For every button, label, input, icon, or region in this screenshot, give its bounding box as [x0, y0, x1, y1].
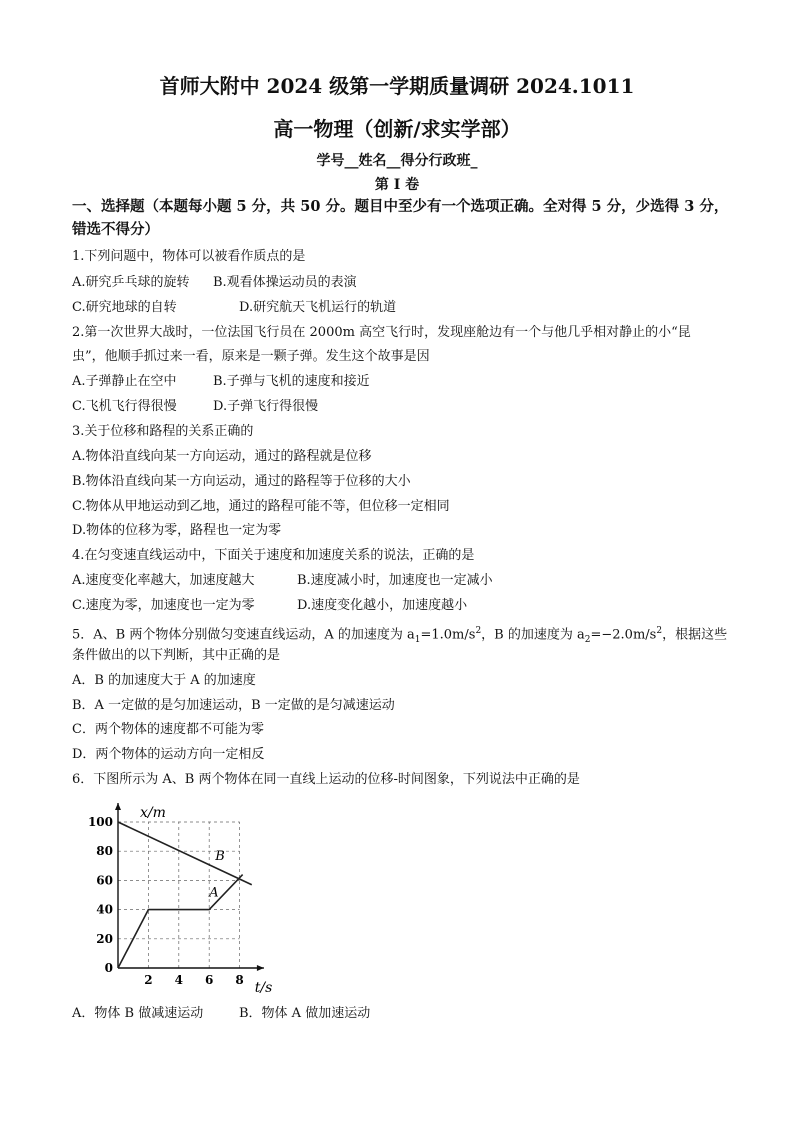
series-line-a: [118, 875, 243, 968]
y-tick-label: 100: [87, 815, 113, 829]
question-5-stem-text-1: 5．A、B 两个物体分别做匀变速直线运动，A 的加速度为 a: [72, 627, 415, 643]
x-axis-label: t/s: [254, 980, 273, 996]
y-tick-label: 80: [96, 844, 113, 859]
y-axis-label: x/m: [140, 805, 166, 822]
question-5-stem-text-3: ，B 的加速度为 a: [481, 627, 585, 643]
question-1-option-b: B.观看体操运动员的表演: [213, 275, 357, 290]
y-tick-label: 20: [96, 931, 113, 946]
question-5-superscript-2: 2: [656, 626, 663, 636]
x-axis-arrow: [257, 965, 264, 971]
question-3-option-a: A.物体沿直线向某一方向运动，通过的路程就是位移: [72, 449, 372, 464]
question-4-option-c: C.速度为零，加速度也一定为零: [72, 598, 255, 613]
question-2-option-d: D.子弹飞行得很慢: [213, 399, 319, 414]
question-6-option-b: B．物体 A 做加速运动: [239, 1006, 371, 1021]
question-2-options-row1: [72, 373, 370, 391]
question-5-stem-text-5: ，根据这些: [662, 627, 728, 643]
question-4-option-b: B.速度减小时，加速度也一定减小: [297, 573, 493, 588]
question-5-superscript-1: 2: [475, 626, 482, 636]
question-3-option-d: D.物体的位移为零，路程也一定为零: [72, 523, 282, 538]
x-tick-label: 2: [144, 973, 153, 987]
question-2-option-b: B.子弹与飞机的速度和接近: [213, 374, 370, 389]
y-tick-label: 0: [104, 961, 113, 975]
question-4-options-row1: [72, 572, 493, 590]
question-4-options-row2: [72, 597, 468, 615]
question-5-option-a: A．B 的加速度大于 A 的加速度: [72, 673, 256, 688]
question-4-option-a: A.速度变化率越大，加速度越大: [72, 573, 255, 588]
position-time-graph: [84, 790, 294, 1000]
series-label-a: A: [209, 885, 219, 901]
question-5-option-d: D．两个物体的运动方向一定相反: [72, 747, 265, 762]
question-5-option-b: B．A 一定做的是匀加速运动，B 一定做的是匀减速运动: [72, 698, 395, 713]
y-tick-label: 40: [96, 902, 113, 917]
y-tick-label: 60: [96, 873, 113, 888]
question-1-option-d: D.研究航天飞机运行的轨道: [239, 300, 397, 315]
y-axis-arrow: [115, 803, 121, 810]
question-2-option-c: C.飞机飞行得很慢: [72, 399, 177, 414]
volume-label: 第 I 卷: [374, 177, 420, 193]
series-line-b: [118, 822, 252, 885]
question-5-stem-line1: [72, 622, 727, 649]
section-heading: 一、选择题（本题每小题 5 分，共 50 分。题目中至少有一个选项正确。全对得 5 分，少选得 3 分，错选不得分）: [72, 198, 729, 238]
question-2-stem-line1: 2.第一次世界大战时，一位法国飞行员在 2000m 高空飞行时，发现座舱边有一个与他几乎相对静止的小“昆: [72, 325, 691, 340]
question-5-subscript-1: 1: [414, 634, 421, 645]
question-2-stem-line2: 虫”，他顺手抓过来一看，原来是一颗子弹。发生这个故事是因: [72, 349, 430, 364]
question-6-option-a: A．物体 B 做减速运动: [72, 1006, 204, 1021]
question-1-option-a: A.研究乒乓球的旋转: [72, 275, 190, 290]
question-5-stem-line2: 条件做出的以下判断，其中正确的是: [72, 648, 281, 663]
question-1-options-row2: [72, 299, 397, 317]
x-tick-label: 8: [235, 973, 244, 987]
question-5-stem-text-2: =1.0m/s: [420, 627, 476, 643]
x-tick-label: 4: [174, 973, 183, 987]
question-2-option-a: A.子弹静止在空中: [72, 374, 177, 389]
exam-subject-title: 高一物理（创新/求实学部）: [273, 117, 521, 141]
question-1-stem: 1.下列问题中，物体可以被看作质点的是: [72, 249, 306, 264]
student-info-line: 学号__姓名__得分行政班_: [316, 153, 478, 169]
question-1-option-c: C.研究地球的自转: [72, 300, 177, 315]
question-3-option-c: C.物体从甲地运动到乙地，通过的路程可能不等，但位移一定相同: [72, 499, 450, 514]
x-tick-label: 6: [205, 973, 214, 987]
exam-school-title: 首师大附中 2024 级第一学期质量调研 2024.1011: [159, 74, 635, 98]
question-5-stem-text-4: =−2.0m/s: [590, 627, 657, 643]
question-3-stem: 3.关于位移和路程的关系正确的: [72, 424, 254, 439]
question-4-stem: 4.在匀变速直线运动中，下面关于速度和加速度关系的说法，正确的是: [72, 548, 475, 563]
question-6-stem: 6．下图所示为 A、B 两个物体在同一直线上运动的位移-时间图象，下列说法中正确的是: [72, 772, 580, 787]
series-label-b: B: [215, 848, 225, 864]
question-1-options-row1: [72, 274, 357, 292]
question-3-option-b: B.物体沿直线向某一方向运动，通过的路程等于位移的大小: [72, 474, 411, 489]
question-2-options-row2: [72, 398, 319, 416]
question-5-subscript-2: 2: [584, 634, 591, 645]
question-6-options-row1: [72, 1005, 371, 1023]
question-5-option-c: C．两个物体的速度都不可能为零: [72, 722, 264, 737]
question-4-option-d: D.速度变化越小，加速度越小: [297, 598, 468, 613]
